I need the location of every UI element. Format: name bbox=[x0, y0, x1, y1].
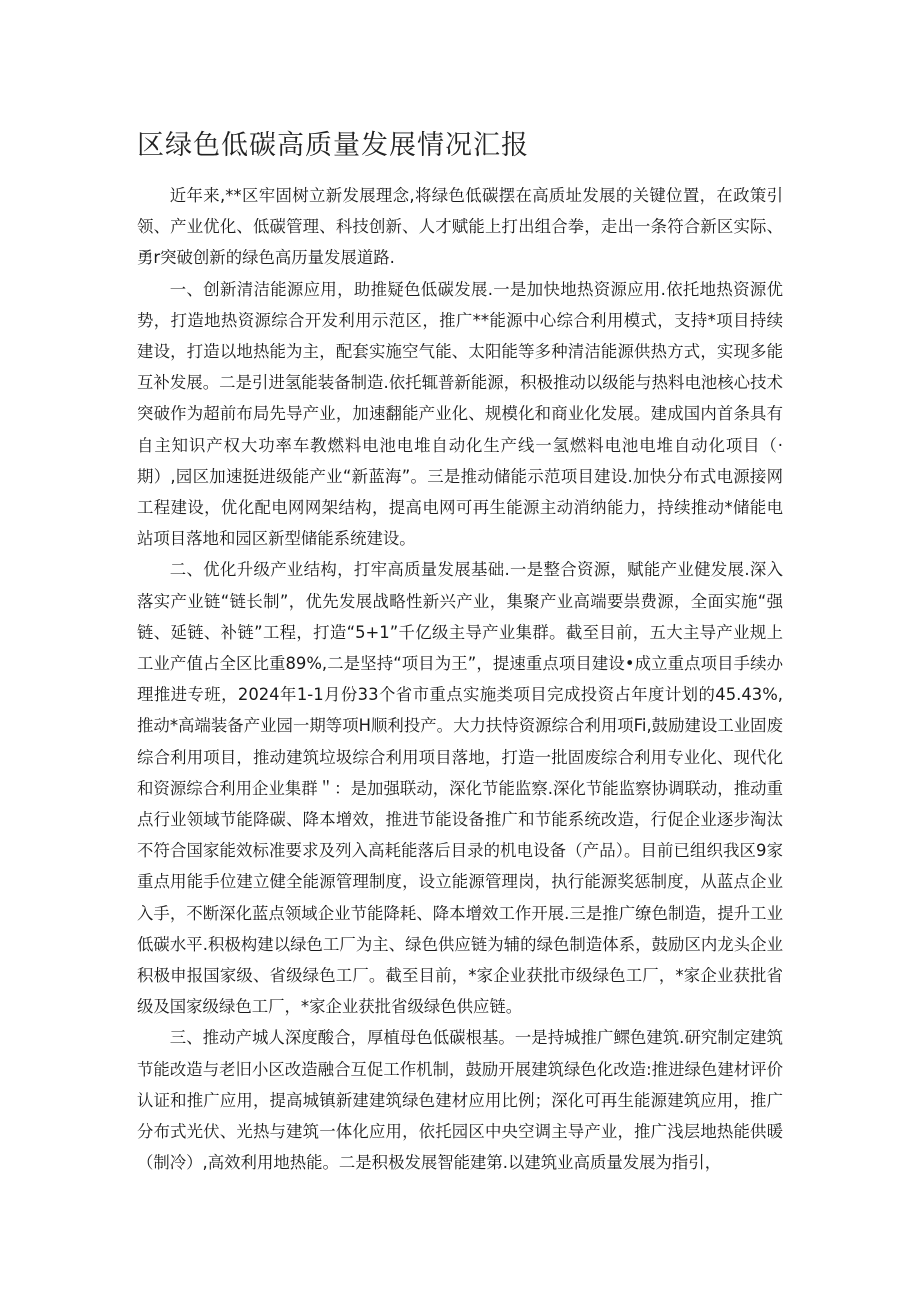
document-body bbox=[137, 180, 783, 1179]
paragraph-intro: 近年来,**区牢固树立新发展理念,将绿色低碳摆在高质址发展的关键位置，在政策引领、产业优化、低碳管理、科技创新、人才赋能上打出组合拳，走出一条符合新区实际、勇r突破创新的绿色高历量发展道路. bbox=[137, 186, 783, 268]
paragraph-section-3: 三、推动产城人深度酸合，厚植母色低碳根基。一是持城推广鳏色建筑.研究制定建筑节能改造与老旧小区改造融合互促工作机制，鼓励开展建筑绿色化改造:推进绿色建材评价认证和推广应用，提高城镇新建建筑绿色建材应用比例；深化可再生能源建筑应用，推广分布式光伏、光热与建筑一体化应用，依托园区中央空调主导产业，推广浅层地热能供暖（制冷）,高效利用地热能。二是积极发展智能建第.以建筑业高质量发展为指引， bbox=[137, 1028, 783, 1173]
document-title: 区绿色低碳高质量发展情况汇报 bbox=[137, 130, 529, 161]
paragraph-section-1: 一、创新清洁能源应用，助推疑色低碳发展.一是加快地热资源应用.依托地热资源优势，打造地热资源综合开发利用示范区，推广**能源中心综合利用模式，支持*项目持续建设，打造以地热能为主，配套实施空气能、太阳能等多种清洁能源供热方式，实现多能互补发展。二是引进氢能装备制造.依托辄普新能源，积极推动以级能与热料电池核心技术突破作为超前布局先导产业，加速翻能产业化、规模化和商业化发展。建成国内首条具有自主知识产权大功率车教燃料电池电堆自动化生产线一氢燃料电池电堆自动化项目（·期）,园区加速挺进级能产业“新蓝海”。三是推动储能示范项目建设.加快分布式电源接网工程建设，优化配电网网架结构，提高电网可再生能源主动消纳能力，持续推动*储能电站项目落地和园区新型储能系统建设。 bbox=[137, 279, 783, 549]
paragraph-section-2: 二、优化升级产业结构，打牢高质量发展基础.一是整合资源，赋能产业健发展.深入落实产业链“链长制”，优先发展战略性新兴产业，集聚产业高端要祟费源，全面实施“强链、延链、补链”工程，打造“5+1”千亿级主导产业集群。截至目前，五大主导产业规上工业产值占全区比重89%,二是坚持“项目为王”，提速重点项目建设•成立重点项目手续办理推进专班，2024年1-1月份33个省市重点实施类项目完成投资占年度计划的45.43%,推动*高端装备产业园一期等项H顺利投产。大力扶恃资源综合利用项Fi,鼓励建设工业固废综合利用项目，推动建筑垃圾综合利用项目落地，打造一批固废综合利用专业化、现代化和资源综合利用企业集群＂：是加强联动，深化节能监察.深化节能监察协调联动，推动重点行业领域节能降碳、降本增效，推进节能设备推广和节能系统改造，行促企业逐步淘汰不符合国家能效标准要求及列入高耗能落后目录的机电设备（产品）。目前已组织我区9家重点用能手位建立健全能源管理制度，设立能源管理岗，执行能源奖惩制度，从蓝点企业入手，不断深化蓝点领域企业节能降耗、降本增效工作开展.三是推广缭色制造，提升工业低碳水平.积极构建以绿色工厂为主、绿色供应链为辅的绿色制造体系，鼓励区内龙头企业积极申报国家级、省级绿色工厂。截至目前，*家企业获批市级绿色工厂，*家企业获批省级及国家级绿色工厂，*家企业获批省级绿色供应链。 bbox=[137, 560, 783, 1017]
